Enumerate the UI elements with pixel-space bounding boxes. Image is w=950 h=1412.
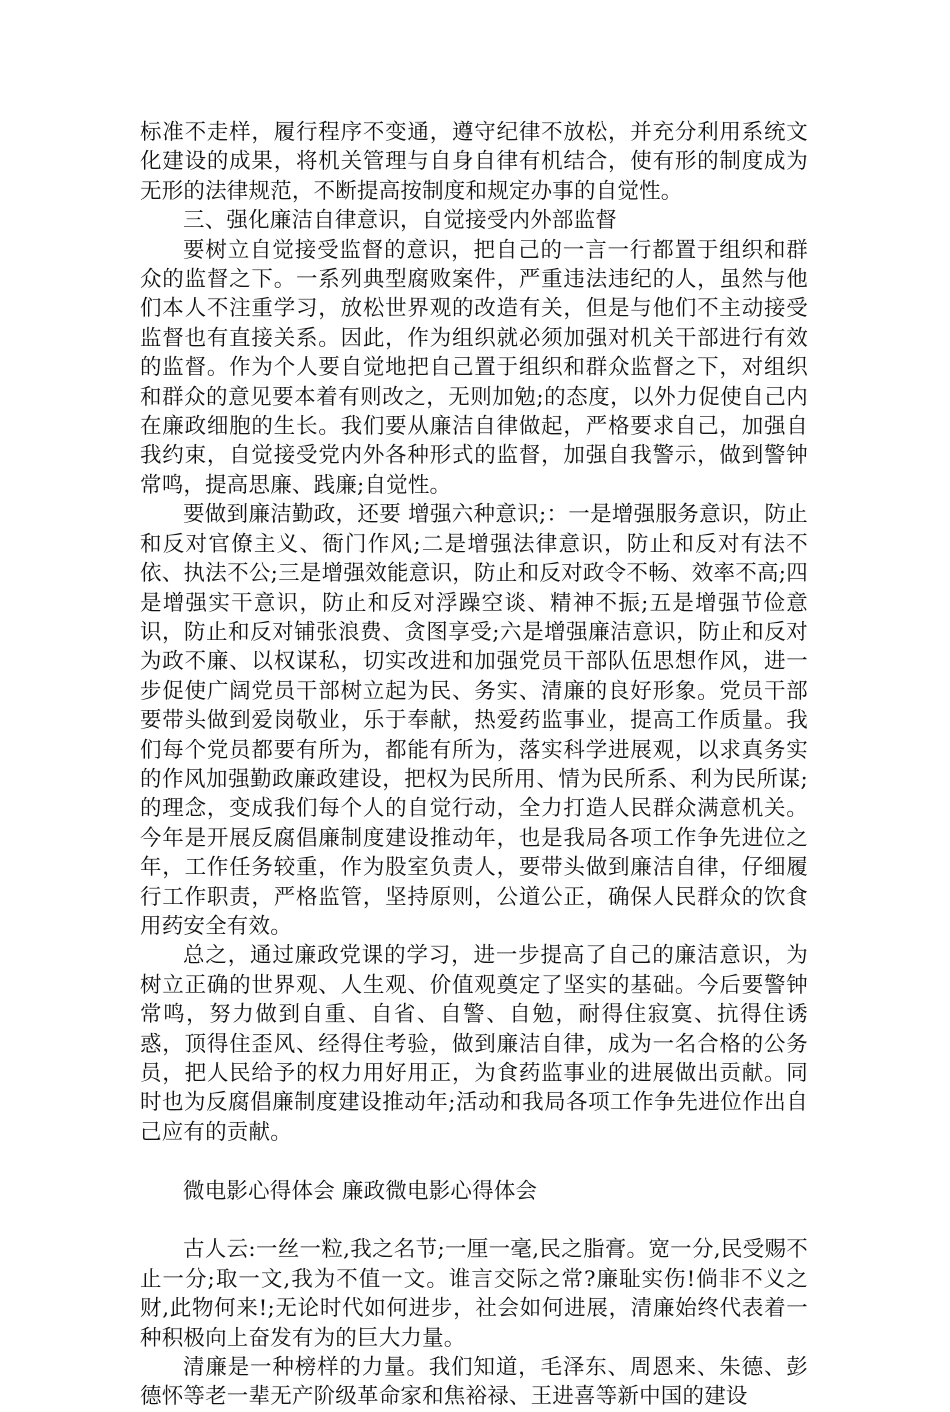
paragraph-conclusion: 总之，通过廉政党课的学习，进一步提高了自己的廉洁意识，为树立正确的世界观、人生观、价值观奠定了坚实的基础。今后要警钟常鸣，努力做到自重、自省、自警、自勉，耐得住寂寞、抗得住诱惑，顶得住歪风、经得住考验，做到廉洁自律，成为一名合格的公务员，把人民给予的权力用好用正，为食药监事业的进展做出贡献。同时也为反腐倡廉制度建设推动年;活动和我局各项工作争先进位作出自己应有的贡献。	[140, 943, 808, 1145]
paragraph-six-awareness: 要做到廉洁勤政，还要 增强六种意识;：一是增强服务意识，防止和反对官僚主义、衙门作风;二是增强法律意识，防止和反对有法不依、执法不公;三是增强效能意识，防止和反对政令不畅、效率不高;四是增强实干意识，防止和反对浮躁空谈、精神不振;五是增强节俭意识，防止和反对铺张浪费、贪图享受;六是增强廉洁意识，防止和反对为政不廉、以权谋私，切实改进和加强党员干部队伍思想作风，进一步促使广阔党员干部树立起为民、务实、清廉的良好形象。党员干部要带头做到爱岗敬业，乐于奉献，热爱药监事业，提高工作质量。我们每个党员都要有所为，都能有所为，落实科学进展观，以求真务实的作风加强勤政廉政建设，把权为民所用、情为民所系、利为民所谋;的理念，变成我们每个人的自觉行动，全力打造人民群众满意机关。今年是开展反腐倡廉制度建设推动年，也是我局各项工作争先进位之年，工作任务较重，作为股室负责人，要带头做到廉洁自律，仔细履行工作职责，严格监管，坚持原则，公道公正，确保人民群众的饮食用药安全有效。	[140, 502, 808, 939]
section-heading: 三、强化廉洁自律意识，自觉接受内外部监督	[183, 208, 618, 234]
blank-line	[140, 1147, 808, 1176]
blank-line	[140, 1206, 808, 1235]
paragraph-role-models: 清廉是一种榜样的力量。我们知道，毛泽东、周恩来、朱德、彭德怀等老一辈无产阶级革命家和焦裕禄、王进喜等新中国的建设	[140, 1355, 808, 1410]
document-body	[140, 118, 808, 1412]
paragraph-ancient-quote: 古人云:一丝一粒,我之名节;一厘一毫,民之脂膏。宽一分,民受赐不止一分;取一文,我为不值一文。谁言交际之常?廉耻实伤!倘非不义之财,此物何来!;无论时代如何进步，社会如何进展，清廉始终代表着一种积极向上奋发有为的巨大力量。	[140, 1237, 808, 1351]
paragraph-supervision: 要树立自觉接受监督的意识，把自己的一言一行都置于组织和群众的监督之下。一系列典型腐败案件，严重违法违纪的人，虽然与他们本人不注重学习，放松世界观的改造有关，但是与他们不主动接受监督也有直接关系。因此，作为组织就必须加强对机关干部进行有效的监督。作为个人要自觉地把自己置于组织和群众监督之下，对组织和群众的意见要本着有则改之，无则加勉;的态度，以外力促使自己内在廉政细胞的生长。我们要从廉洁自律做起，严格要求自己，加强自我约束，自觉接受党内外各种形式的监督，加强自我警示，做到警钟常鸣，提高思廉、践廉;自觉性。	[140, 237, 808, 498]
paragraph-continuation: 标准不走样，履行程序不变通，遵守纪律不放松，并充分利用系统文化建设的成果，将机关管理与自身自律有机结合，使有形的制度成为无形的法律规范，不断提高按制度和规定办事的自觉性。	[140, 120, 808, 204]
article-title: 微电影心得体会 廉政微电影心得体会	[183, 1178, 538, 1204]
